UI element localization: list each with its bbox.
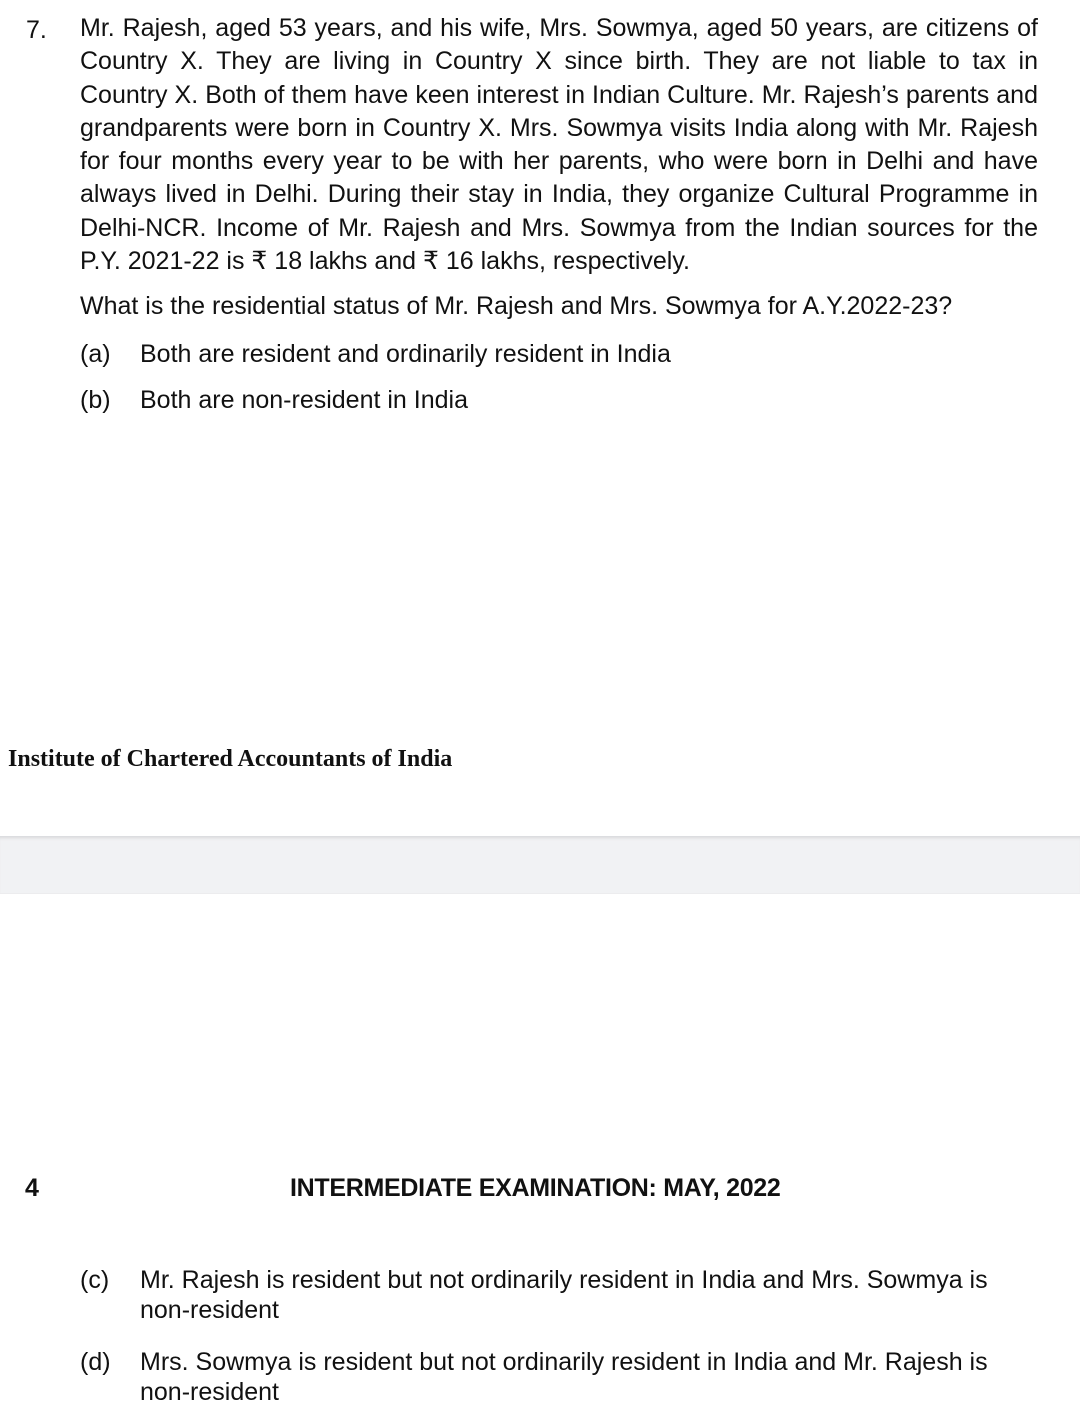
page-separator	[0, 836, 1080, 894]
option-letter: (b)	[80, 386, 111, 414]
option-d	[80, 1347, 1040, 1407]
option-letter: (c)	[80, 1266, 110, 1294]
option-text: Mr. Rajesh is resident but not ordinarily resident in India and Mrs. Sowmya is non-resident	[140, 1266, 988, 1324]
option-letter: (d)	[80, 1348, 111, 1376]
header-page-number: 4	[25, 1174, 39, 1202]
option-a	[80, 339, 1040, 369]
question-stem: Mr. Rajesh, aged 53 years, and his wife, Mrs. Sowmya, aged 50 years, are citizens of Country X. They are living in Country X since birth. They are not liable to tax in Country X. Both of them have keen interest in Indian Culture. Mr. Rajesh’s parents and grandparents were born in Country X. Mrs. Sowmya visits India along with Mr. Rajesh for four months every year to be with her parents, who were born in Delhi and have always lived in Delhi. During their stay in India, they organize Cultural Programme in Delhi-NCR. Income of Mr. Rajesh and Mrs. Sowmya from the Indian sources for the P.Y. 2021-22 is ₹ 18 lakhs and ₹ 16 lakhs, respectively.	[80, 14, 1038, 276]
option-c	[80, 1265, 1040, 1325]
question-prompt: What is the residential status of Mr. Rajesh and Mrs. Sowmya for A.Y.2022-23?	[80, 292, 953, 320]
footer-institute-name: Institute of Chartered Accountants of India	[8, 746, 453, 772]
header-exam-title: INTERMEDIATE EXAMINATION: MAY, 2022	[290, 1174, 781, 1202]
option-b	[80, 385, 1040, 415]
option-letter: (a)	[80, 340, 111, 368]
option-text: Both are resident and ordinarily resident in India	[140, 340, 671, 368]
question-number: 7.	[26, 16, 47, 44]
option-text: Mrs. Sowmya is resident but not ordinarily resident in India and Mr. Rajesh is non-resident	[140, 1348, 988, 1406]
option-text: Both are non-resident in India	[140, 386, 468, 414]
